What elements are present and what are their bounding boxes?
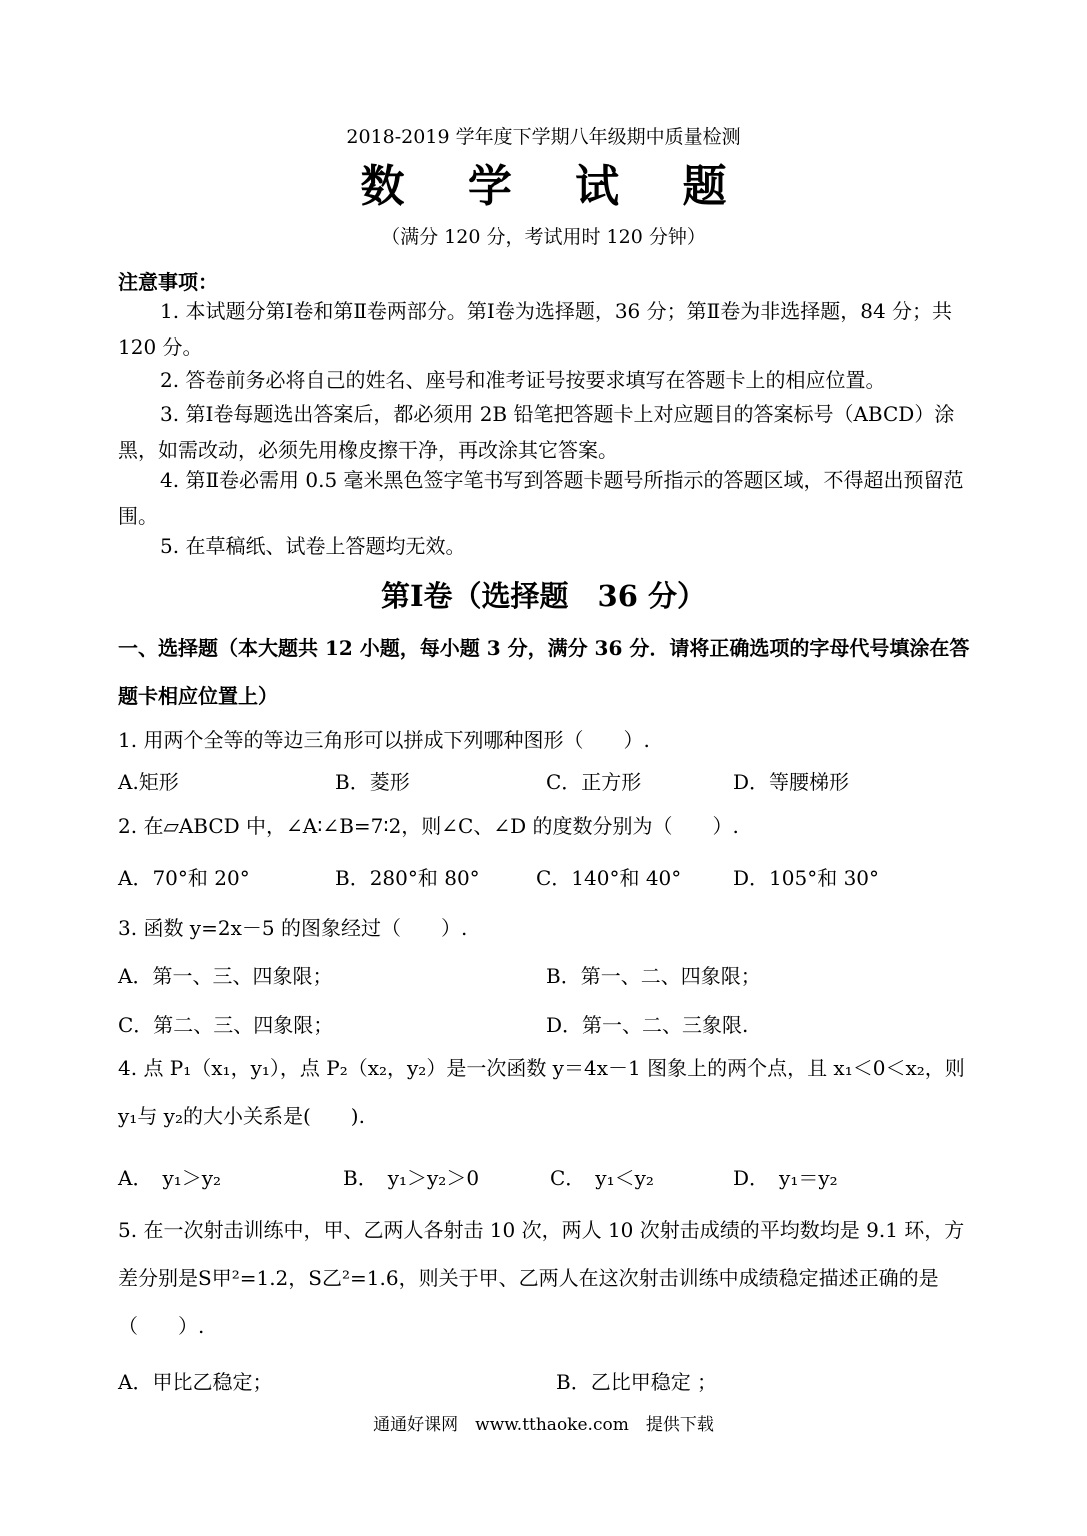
question-5-stem: 5. 在一次射击训练中，甲、乙两人各射击 10 次，两人 10 次射击成绩的平均数均是 9.1 环，方差分别是S甲²=1.2，S乙²=1.6，则关于甲、乙两人在这次射击训练中成绩稳定描述正确的是（ ）. [118, 1218, 965, 1338]
question-1-stem: 1. 用两个全等的等边三角形可以拼成下列哪种图形（ ）. [118, 728, 650, 752]
q1-option-a: A.矩形 [118, 770, 179, 794]
section-instruction: 一、选择题（本大题共 12 小题，每小题 3 分，满分 36 分．请将正确选项的字母代号填涂在答题卡相应位置上） [118, 636, 970, 708]
q3-option-d: D．第一、二、三象限. [546, 1013, 749, 1037]
exam-subtitle: 2018-2019 学年度下学期八年级期中质量检测 [346, 126, 741, 148]
q5-option-b: B．乙比甲稳定 ； [556, 1370, 718, 1394]
q4-option-d: D． y₁＝y₂ [733, 1166, 838, 1190]
q3-option-b: B．第一、二、四象限； [546, 964, 761, 988]
question-3-stem: 3. 函数 y=2x－5 的图象经过（ ）. [118, 916, 468, 940]
q4-option-b: B． y₁＞y₂＞0 [343, 1166, 480, 1190]
q2-option-b: B．280°和 80° [335, 866, 480, 890]
q5-option-a: A．甲比乙稳定； [118, 1370, 273, 1394]
notice-heading: 注意事项： [118, 270, 218, 294]
notice-item-3: 3. 第Ⅰ卷每题选出答案后，都必须用 2B 铅笔把答题卡上对应题目的答案标号（ABCD）涂黑，如需改动，必须先用橡皮擦干净，再改涂其它答案。 [118, 402, 955, 462]
question-2-stem: 2. 在▱ABCD 中，∠A∶∠B=7∶2，则∠C、∠D 的度数分别为（ ）. [118, 814, 739, 838]
q2-option-a: A．70°和 20° [118, 866, 250, 890]
q2-option-c: C．140°和 40° [536, 866, 682, 890]
notice-item-4: 4. 第Ⅱ卷必需用 0.5 毫米黑色签字笔书写到答题卡题号所指示的答题区域，不得超出预留范围。 [118, 468, 964, 528]
notice-item-1: 1. 本试题分第Ⅰ卷和第Ⅱ卷两部分。第Ⅰ卷为选择题，36 分；第Ⅱ卷为非选择题，84 分；共 120 分。 [118, 299, 953, 359]
exam-title: 数 学 试 题 [360, 161, 751, 212]
q1-option-c: C．正方形 [546, 770, 642, 794]
q1-option-b: B．菱形 [335, 770, 410, 794]
notice-item-2: 2. 答卷前务必将自己的姓名、座号和准考证号按要求填写在答题卡上的相应位置。 [160, 368, 886, 392]
notice-item-5: 5. 在草稿纸、试卷上答题均无效。 [160, 534, 466, 558]
question-4-stem: 4. 点 P₁（x₁，y₁），点 P₂（x₂，y₂）是一次函数 y＝4x－1 图象上的两个点，且 x₁＜0＜x₂，则 y₁与 y₂的大小关系是( ). [118, 1056, 965, 1128]
q3-option-c: C．第二、三、四象限； [118, 1013, 334, 1037]
q3-option-a: A．第一、三、四象限； [118, 964, 333, 988]
page-footer: 通通好课网 www.tthaoke.com 提供下载 [373, 1415, 714, 1435]
section-title: 第Ⅰ卷（选择题 36 分） [380, 579, 707, 613]
q4-option-c: C． y₁＜y₂ [550, 1166, 654, 1190]
q2-option-d: D．105°和 30° [733, 866, 880, 890]
exam-score-note: （满分 120 分，考试用时 120 分钟） [381, 226, 706, 248]
q1-option-d: D．等腰梯形 [733, 770, 850, 794]
q4-option-a: A． y₁＞y₂ [118, 1166, 222, 1190]
